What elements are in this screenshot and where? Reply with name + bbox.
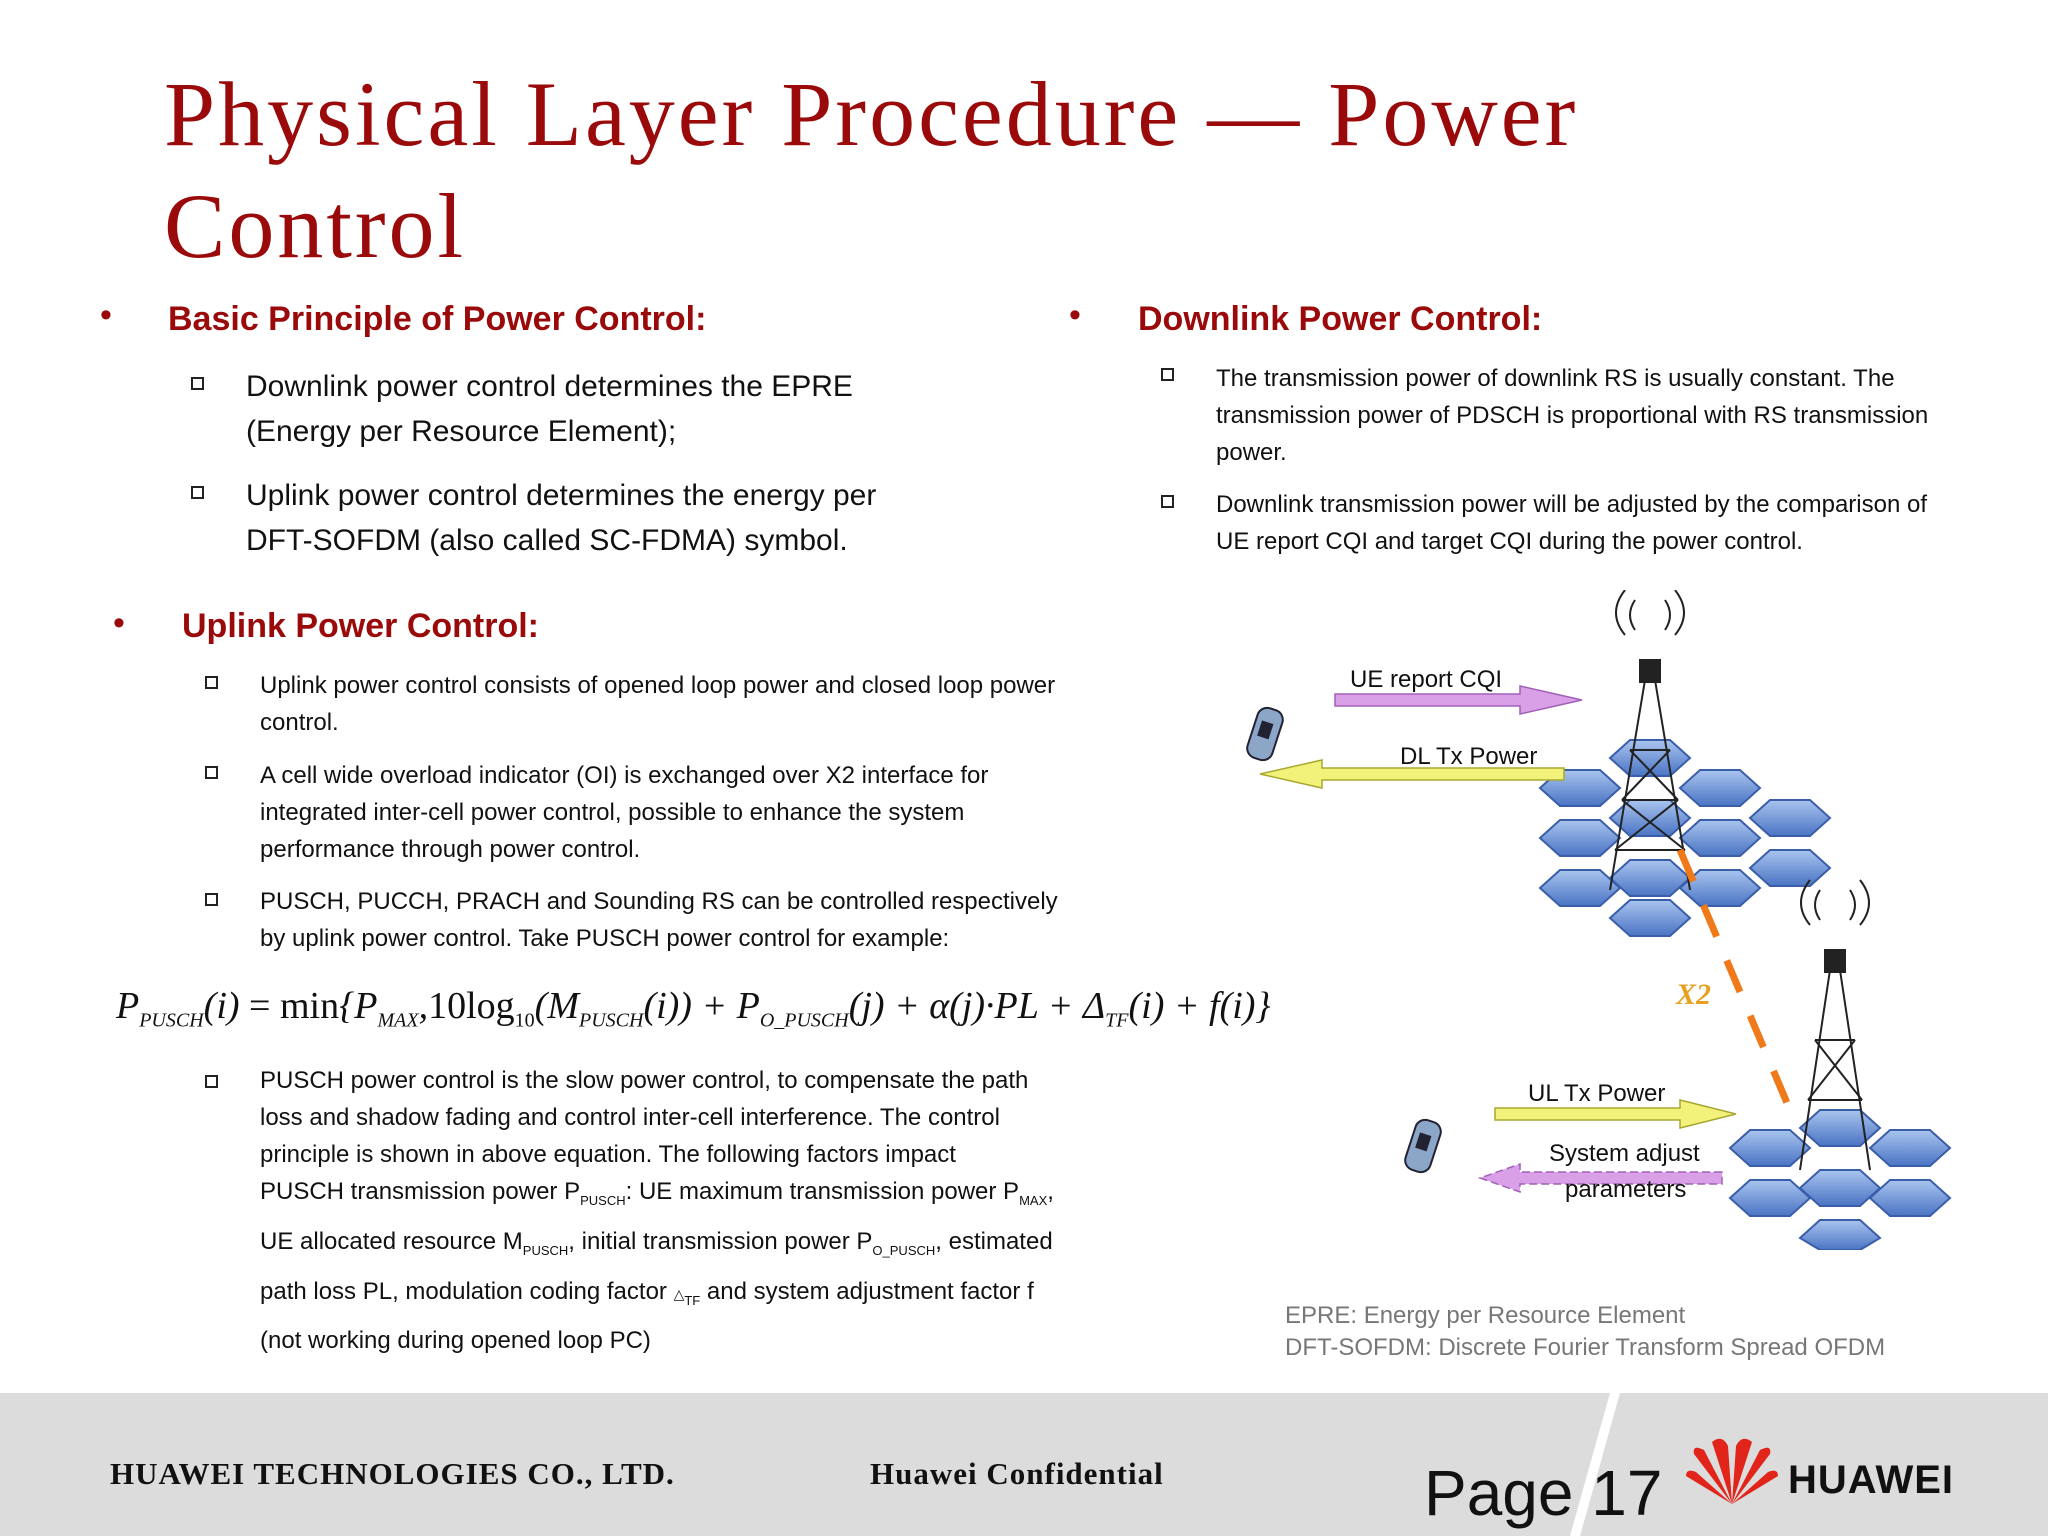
- square-bullet-icon: [1161, 368, 1174, 381]
- square-bullet-icon: [205, 1075, 218, 1088]
- list-item: A cell wide overload indicator (OI) is exchanged over X2 interface for integrated inter-cell power control, possible to enhance the system performance through power control.: [260, 762, 989, 863]
- subscript: PUSCH: [522, 1242, 569, 1258]
- mobile-phone-lower-icon: [1403, 1117, 1444, 1174]
- delta-symbol: △: [673, 1285, 685, 1302]
- list-item-pusch-factors: [260, 1062, 1140, 1359]
- list-item: Downlink power control determines the EPRE (Energy per Resource Element);: [246, 370, 853, 448]
- text-line: [260, 1223, 1140, 1269]
- note-line: EPRE: Energy per Resource Element: [1285, 1302, 1686, 1329]
- huawei-brand: HUAWEI: [1788, 1458, 1954, 1502]
- x2-label: X2: [1676, 978, 1712, 1011]
- text-fragment: , estimated: [935, 1227, 1053, 1255]
- text-fragment: and system adjustment factor f: [700, 1277, 1034, 1305]
- text-line: loss and shadow fading and control inter-cell interference. The control: [260, 1104, 1000, 1131]
- list-item: Uplink power control determines the energy per DFT-SOFDM (also called SC-FDMA) symbol.: [246, 479, 877, 557]
- confidential-label: Huawei Confidential: [870, 1456, 1164, 1491]
- abbreviation-notes: [1285, 1300, 1885, 1364]
- section-heading-basic-principle: Basic Principle of Power Control:: [168, 300, 707, 338]
- dl-tx-label: DL Tx Power: [1400, 743, 1538, 770]
- text-fragment: UE allocated resource M: [260, 1227, 523, 1255]
- text-line: (not working during opened loop PC): [260, 1327, 651, 1355]
- square-bullet-icon: [205, 766, 218, 779]
- square-bullet-icon: [205, 893, 218, 906]
- subscript: PUSCH: [580, 1192, 626, 1208]
- bullet-dot: •: [1069, 296, 1081, 334]
- sys-adjust-label-2: parameters: [1565, 1176, 1687, 1203]
- section-heading-uplink: Uplink Power Control:: [182, 607, 539, 645]
- text-fragment: : UE maximum transmission power P: [625, 1178, 1020, 1205]
- company-name: HUAWEI TECHNOLOGIES CO., LTD.: [110, 1456, 675, 1491]
- square-bullet-icon: [205, 676, 218, 689]
- page-title: Physical Layer Procedure — Power Control: [164, 63, 1579, 277]
- section-heading-downlink: Downlink Power Control:: [1138, 300, 1543, 338]
- note-line: DFT-SOFDM: Discrete Fourier Transform Spread OFDM: [1285, 1334, 1886, 1361]
- text-fragment: path loss PL, modulation coding factor: [260, 1277, 674, 1305]
- square-bullet-icon: [1161, 495, 1174, 508]
- text-line: PUSCH power control is the slow power control, to compensate the path: [260, 1067, 1029, 1094]
- cell-hex-cluster-lower: [1730, 1110, 1950, 1250]
- list-item: PUSCH, PUCCH, PRACH and Sounding RS can be controlled respectively by uplink power control. Take PUSCH power control for example:: [260, 888, 1058, 952]
- page-number: Page 17: [1424, 1457, 1663, 1529]
- text-line: [260, 1173, 1140, 1219]
- subscript: TF: [684, 1292, 701, 1308]
- subscript: MAX: [1019, 1192, 1048, 1208]
- text-fragment: PUSCH transmission power P: [260, 1178, 581, 1205]
- list-item: The transmission power of downlink RS is usually constant. The transmission power of PDSCH is proportional with RS transmission power.: [1216, 365, 1929, 466]
- ul-tx-label: UL Tx Power: [1528, 1080, 1666, 1107]
- subscript: O_PUSCH: [872, 1242, 936, 1258]
- sys-adjust-label-1: System adjust: [1549, 1140, 1700, 1167]
- list-item: Downlink transmission power will be adjusted by the comparison of UE report CQI and target CQI during the power control.: [1216, 491, 1927, 555]
- huawei-logo-icon: [1682, 1432, 1782, 1512]
- cell-hex-cluster-upper: [1540, 740, 1830, 936]
- ue-report-label: UE report CQI: [1350, 666, 1503, 693]
- pusch-power-equation: $P_{PUSCH}(i) = \min\{P_{MAX},10\log_{10}(M_{PUSCH}(i)) + P_{O\_PUSCH}(j) + \alpha(j)\cdot PL + \Delta_{TF}(i) + f(i)\}$: [116, 985, 1271, 1032]
- text-fragment: , initial transmission power P: [568, 1227, 873, 1255]
- bullet-dot: •: [100, 296, 112, 334]
- text-line: [260, 1273, 1140, 1319]
- list-item: Uplink power control consists of opened loop power and closed loop power control.: [260, 672, 1056, 736]
- square-bullet-icon: [191, 377, 204, 390]
- text-fragment: ,: [1047, 1178, 1054, 1205]
- mobile-phone-upper-icon: [1245, 705, 1286, 762]
- bullet-dot: •: [113, 604, 125, 642]
- square-bullet-icon: [191, 486, 204, 499]
- text-line: principle is shown in above equation. The following factors impact: [260, 1141, 956, 1168]
